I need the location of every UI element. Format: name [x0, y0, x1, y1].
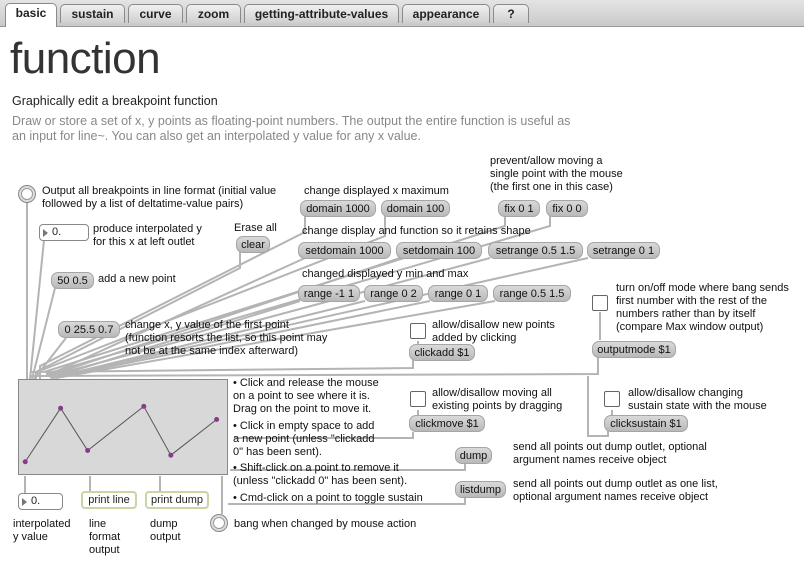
comment-prevent-3: (the first one in this case) [490, 181, 613, 193]
comment-bang-mode-2: first number with the rest of the [616, 295, 768, 307]
comment-interp-2: y value [13, 531, 48, 543]
comment-line-2: format [89, 531, 121, 543]
tab-curve[interactable]: curve [128, 4, 183, 23]
setrange-0-1-message[interactable]: setrange 0 1 [587, 242, 660, 259]
comment-change-first-2: (function resorts the list, so this point may [125, 332, 328, 344]
print-dump-object[interactable]: print dump [145, 491, 209, 509]
page-subtitle: Graphically edit a breakpoint function [12, 94, 218, 108]
comment-allow-new-2: added by clicking [432, 332, 517, 344]
dump-message[interactable]: dump [455, 447, 492, 464]
comment-change-x-max: change displayed x maximum [304, 185, 449, 197]
tab-zoom[interactable]: zoom [186, 4, 241, 23]
comment-click-8: (unless "clickadd 0" has been sent). [233, 475, 408, 487]
function-line [25, 406, 216, 461]
comment-output-all-2: followed by a list of deltatime-value pairs) [42, 198, 244, 210]
output-bang[interactable] [18, 185, 36, 203]
fix-0-1-message[interactable]: fix 0 1 [498, 200, 540, 217]
comment-produce-2: for this x at left outlet [93, 236, 195, 248]
breakpoint[interactable] [141, 404, 146, 409]
comment-add-point: add a new point [98, 273, 176, 285]
function-graph [19, 380, 227, 474]
comment-click-9: • Cmd-click on a point to toggle sustain [233, 492, 423, 504]
listdump-message[interactable]: listdump [455, 481, 506, 498]
comment-interp-1: interpolated [13, 518, 71, 530]
breakpoint[interactable] [23, 459, 28, 464]
comment-click-4: • Click in empty space to add [233, 420, 375, 432]
add-point-message[interactable]: 50 0.5 [51, 272, 94, 289]
fix-0-0-message[interactable]: fix 0 0 [546, 200, 588, 217]
comment-listdump-2: optional argument names receive object [513, 491, 709, 503]
comment-output-all: Output all breakpoints in line format (initial value [42, 185, 277, 197]
range-minus1-1-message[interactable]: range -1 1 [298, 285, 360, 302]
clicksustain-toggle[interactable] [604, 391, 620, 407]
comment-click-7: • Shift-click on a point to remove it [233, 462, 399, 474]
domain-1000-message[interactable]: domain 1000 [300, 200, 376, 217]
outputmode-message[interactable]: outputmode $1 [592, 341, 676, 358]
breakpoint[interactable] [58, 406, 63, 411]
comment-bang-mode-1: turn on/off mode where bang sends [616, 282, 789, 294]
comment-click-5: a new point (unless "clickadd [233, 433, 375, 445]
range-0-1-message[interactable]: range 0 1 [428, 285, 488, 302]
page-description: Draw or store a set of x, y points as floating-point numbers. The output the entire function is useful as an input for line~. You can also get an interpolated y value for any x value. [12, 114, 571, 143]
clickadd-message[interactable]: clickadd $1 [409, 344, 475, 361]
tab-help[interactable]: ? [493, 4, 529, 23]
print-line-object[interactable]: print line [81, 491, 137, 509]
comment-change-first-3: not be at the same index afterward) [125, 345, 299, 357]
clickadd-toggle[interactable] [410, 323, 426, 339]
comment-allow-move-2: existing points by dragging [432, 400, 563, 412]
tab-appearance[interactable]: appearance [402, 4, 490, 23]
outputmode-toggle[interactable] [592, 295, 608, 311]
clear-message[interactable]: clear [236, 236, 270, 253]
comment-allow-sustain-2: sustain state with the mouse [628, 400, 767, 412]
setrange-0-5-1-5-message[interactable]: setrange 0.5 1.5 [488, 242, 583, 259]
comment-dump-2: argument names receive object [513, 454, 667, 466]
breakpoint[interactable] [168, 453, 173, 458]
comment-listdump-1: send all points out dump outlet as one list, [513, 478, 718, 490]
tab-getting-attribute-values[interactable]: getting-attribute-values [244, 4, 399, 23]
tab-basic[interactable]: basic [5, 3, 57, 27]
comment-change-first-1: change x, y value of the first point [125, 319, 289, 331]
comment-line-3: output [89, 544, 120, 556]
comment-click-3: Drag on the point to move it. [233, 403, 372, 415]
comment-dumpout-2: output [150, 531, 181, 543]
page-title: function [10, 34, 161, 83]
comment-bang-changed: bang when changed by mouse action [234, 518, 417, 530]
comment-allow-move-1: allow/disallow moving all [432, 387, 552, 399]
comment-allow-sustain-1: allow/disallow changing [628, 387, 743, 399]
comment-dumpout-1: dump [150, 518, 178, 530]
tab-sustain[interactable]: sustain [60, 4, 125, 23]
comment-click-2: on a point to see where it is. [233, 390, 370, 402]
comment-dump-1: send all points out dump outlet, optional [513, 441, 707, 453]
comment-allow-new-1: allow/disallow new points [432, 319, 555, 331]
comment-change-shape: change display and function so it retains shape [302, 225, 531, 237]
clickmove-toggle[interactable] [410, 391, 426, 407]
range-0-2-message[interactable]: range 0 2 [364, 285, 423, 302]
domain-100-message[interactable]: domain 100 [381, 200, 450, 217]
function-editor[interactable] [18, 379, 228, 475]
clickmove-message[interactable]: clickmove $1 [409, 415, 485, 432]
x-input-number[interactable]: 0. [39, 224, 89, 241]
range-0-5-1-5-message[interactable]: range 0.5 1.5 [493, 285, 571, 302]
breakpoint[interactable] [214, 417, 219, 422]
comment-prevent-2: single point with the mouse [490, 168, 623, 180]
comment-produce-1: produce interpolated y [93, 223, 202, 235]
comment-click-6: 0" has been sent). [233, 446, 322, 458]
first-point-message[interactable]: 0 25.5 0.7 [58, 321, 120, 338]
changed-bang[interactable] [210, 514, 228, 532]
comment-change-y: changed displayed y min and max [302, 268, 469, 280]
comment-bang-mode-4: (compare Max window output) [616, 321, 764, 333]
y-output-number[interactable]: 0. [18, 493, 63, 510]
comment-erase: Erase all [234, 222, 277, 234]
clicksustain-message[interactable]: clicksustain $1 [604, 415, 688, 432]
comment-bang-mode-3: numbers rather than by itself [616, 308, 756, 320]
setdomain-1000-message[interactable]: setdomain 1000 [298, 242, 391, 259]
setdomain-100-message[interactable]: setdomain 100 [396, 242, 482, 259]
comment-prevent-1: prevent/allow moving a [490, 155, 603, 167]
breakpoint[interactable] [85, 448, 90, 453]
comment-click-1: • Click and release the mouse [233, 377, 379, 389]
comment-line-1: line [89, 518, 107, 530]
